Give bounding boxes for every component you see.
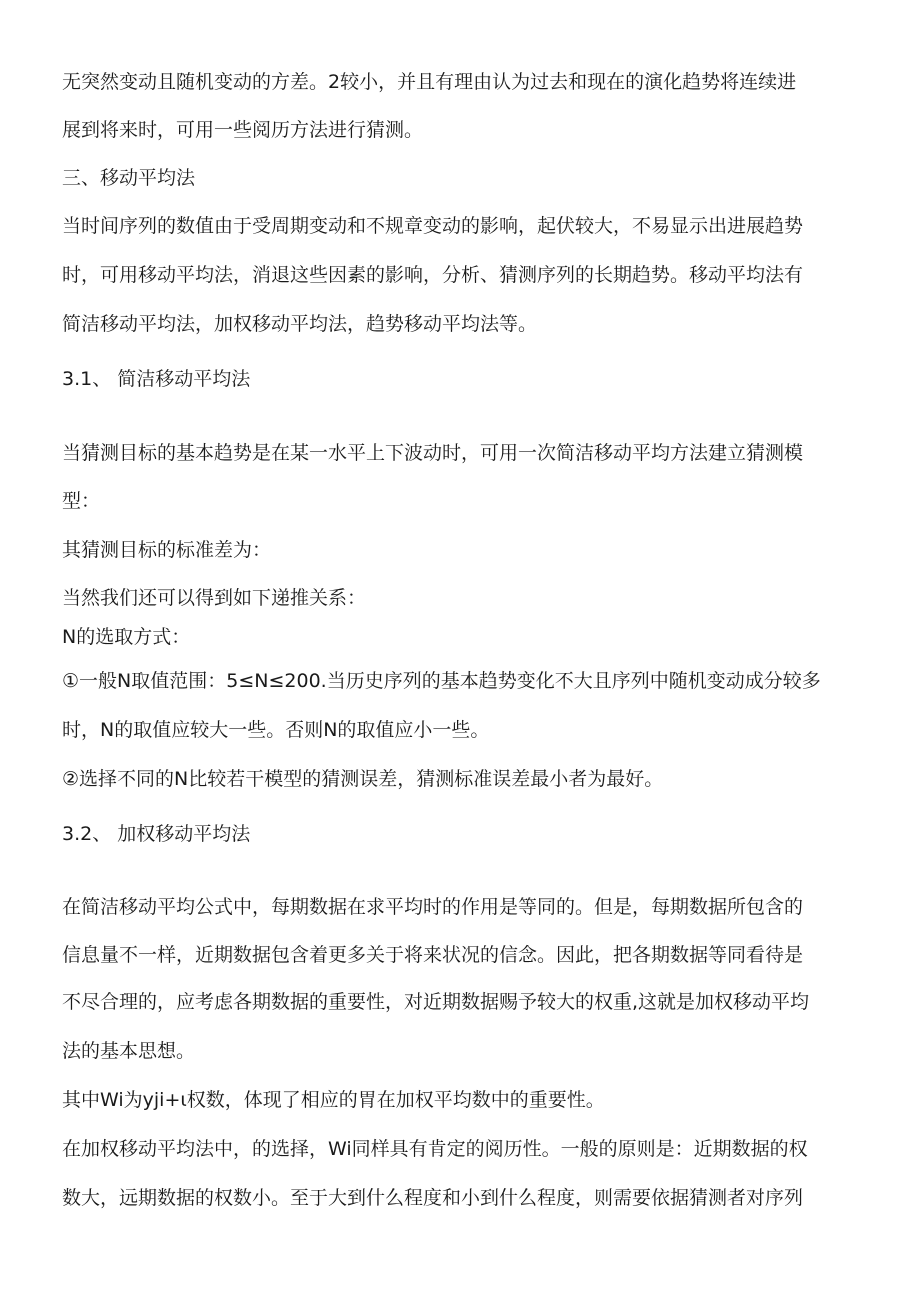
paragraph-line: 不尽合理的，应考虑各期数据的重要性，对近期数据赐予较大的权重,这就是加权移动平均 — [62, 991, 810, 1013]
paragraph-line: 在加权移动平均法中，的选择，Wi同样具有肯定的阅历性。一般的原则是：近期数据的权 — [62, 1138, 808, 1160]
paragraph-line: 当时间序列的数值由于受周期变动和不规章变动的影响，起伏较大，不易显示出进展趋势 — [62, 215, 804, 237]
list-item: ②选择不同的N比较若干模型的猜测误差，猜测标准误差最小者为最好。 — [62, 768, 664, 790]
subsection-heading: 3.2、 加权移动平均法 — [62, 823, 251, 845]
paragraph-line: 当然我们还可以得到如下递推关系： — [62, 587, 367, 609]
paragraph-line: 型： — [62, 490, 101, 512]
paragraph-line: 信息量不一样，近期数据包含着更多关于将来状况的信念。因此，把各期数据等同看待是 — [62, 944, 804, 966]
paragraph-line: 数大，远期数据的权数小。至于大到什么程度和小到什么程度，则需要依据猜测者对序列 — [62, 1187, 804, 1209]
paragraph-line: 当猜测目标的基本趋势是在某一水平上下波动时，可用一次简洁移动平均方法建立猜测模 — [62, 442, 804, 464]
paragraph-line: 在简洁移动平均公式中，每期数据在求平均时的作用是等同的。但是，每期数据所包含的 — [62, 896, 804, 918]
paragraph-line: 展到将来时，可用一些阅历方法进行猜测。 — [62, 119, 424, 141]
paragraph-line: 时，可用移动平均法，消退这些因素的影响，分析、猜测序列的长期趋势。移动平均法有 — [62, 264, 804, 286]
section-heading: 三、移动平均法 — [62, 167, 196, 189]
subsection-heading: 3.1、 简洁移动平均法 — [62, 368, 251, 390]
paragraph-line: N的选取方式： — [62, 626, 191, 648]
paragraph-line: 无突然变动且随机变动的方差。2较小，并且有理由认为过去和现在的演化趋势将连续进 — [62, 71, 797, 93]
paragraph-line: 其猜测目标的标准差为： — [62, 539, 272, 561]
paragraph-line: 法的基本思想。 — [62, 1040, 196, 1062]
list-item-continuation: 时，N的取值应较大一些。否则N的取值应小一些。 — [62, 719, 490, 741]
list-item: ①一般N取值范围：5≤N≤200.当历史序列的基本趋势变化不大且序列中随机变动成分较多 — [62, 670, 821, 692]
paragraph-line: 其中Wi为yji+ι权数，体现了相应的胃在加权平均数中的重要性。 — [62, 1089, 605, 1111]
paragraph-line: 简洁移动平均法，加权移动平均法，趋势移动平均法等。 — [62, 313, 538, 335]
